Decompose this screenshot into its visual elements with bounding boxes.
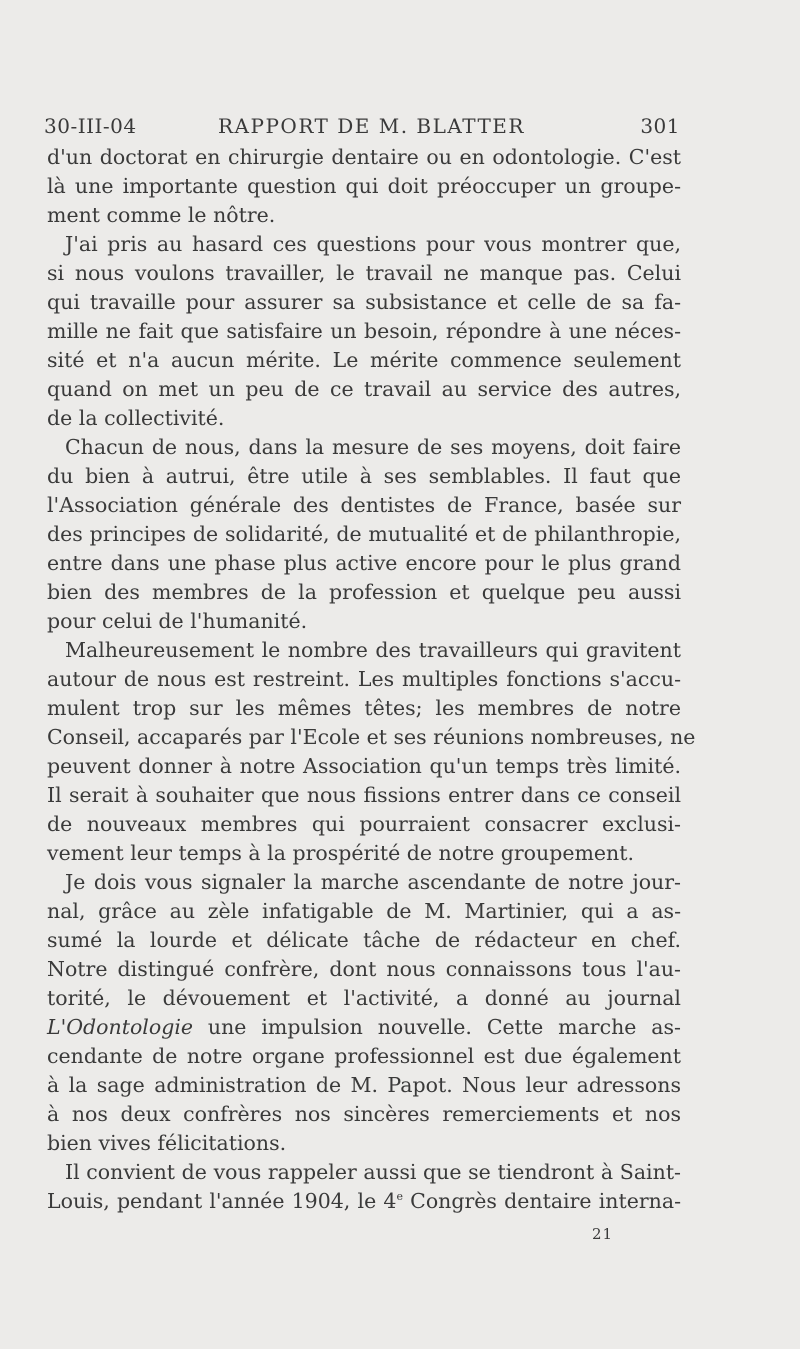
text-line: quand on met un peu de ce travail au service des autres,	[47, 377, 681, 401]
page-number: 301	[640, 114, 680, 138]
text-line: bien vives félicitations.	[47, 1131, 287, 1155]
text-line: Il convient de vous rappeler aussi que se tiendront à Saint-	[65, 1160, 681, 1184]
text-line: mille ne fait que satisfaire un besoin, répondre à une néces-	[47, 319, 681, 343]
text-line: ment comme le nôtre.	[47, 203, 276, 227]
text-line: sité et n'a aucun mérite. Le mérite commence seulement	[47, 348, 681, 372]
journal-title: L'Odontologie	[47, 1015, 194, 1039]
text-segment: une impulsion nouvelle. Cette marche as-	[207, 1015, 681, 1039]
text-line: de la collectivité.	[47, 406, 225, 430]
text-line: Notre distingué confrère, dont nous connaissons tous l'au-	[47, 957, 681, 981]
body-text	[47, 143, 696, 1216]
text-line: d'un doctorat en chirurgie dentaire ou en odontologie. C'est	[47, 145, 681, 169]
text-line: des principes de solidarité, de mutualité et de philanthropie,	[47, 522, 681, 546]
text-segment: Congrès dentaire interna-	[402, 1189, 682, 1213]
text-line: Je dois vous signaler la marche ascendante de notre jour-	[65, 870, 681, 894]
text-line: Il serait à souhaiter que nous fissions entrer dans ce conseil	[47, 783, 681, 807]
running-header	[44, 114, 680, 144]
text-line-with-italic-title	[47, 1013, 681, 1042]
text-line: Conseil, accaparés par l'Ecole et ses réunions nombreuses, ne	[47, 725, 696, 749]
header-date: 30-III-04	[44, 114, 137, 138]
text-line: autour de nous est restreint. Les multiples fonctions s'accu-	[47, 667, 681, 691]
text-line: J'ai pris au hasard ces questions pour vous montrer que,	[65, 232, 681, 256]
header-title: RAPPORT DE M. BLATTER	[218, 114, 525, 138]
text-line: vement leur temps à la prospérité de notre groupement.	[47, 841, 634, 865]
text-line: mulent trop sur les mêmes têtes; les membres de notre	[47, 696, 681, 720]
signature-mark: 21	[592, 1225, 614, 1243]
text-line: entre dans une phase plus active encore pour le plus grand	[47, 551, 681, 575]
text-line: de nouveaux membres qui pourraient consacrer exclusi-	[47, 812, 681, 836]
text-line: pour celui de l'humanité.	[47, 609, 308, 633]
text-line: à la sage administration de M. Papot. Nous leur adressons	[47, 1073, 681, 1097]
text-line: bien des membres de la profession et quelque peu aussi	[47, 580, 681, 604]
text-line: là une importante question qui doit préoccuper un groupe-	[47, 174, 681, 198]
text-line: peuvent donner à notre Association qu'un temps très limité.	[47, 754, 681, 778]
text-segment: Louis, pendant l'année 1904, le 4	[47, 1189, 397, 1213]
text-line: Malheureusement le nombre des travailleurs qui gravitent	[65, 638, 681, 662]
text-line: si nous voulons travailler, le travail ne manque pas. Celui	[47, 261, 681, 285]
text-line: torité, le dévouement et l'activité, a donné au journal	[47, 986, 681, 1010]
text-line: nal, grâce au zèle infatigable de M. Martinier, qui a as-	[47, 899, 681, 923]
ordinal-superscript: e	[396, 1190, 403, 1204]
text-line: qui travaille pour assurer sa subsistance et celle de sa fa-	[47, 290, 681, 314]
text-line: à nos deux confrères nos sincères remerciements et nos	[47, 1102, 681, 1126]
text-line-with-superscript	[47, 1187, 681, 1216]
text-line: sumé la lourde et délicate tâche de rédacteur en chef.	[47, 928, 681, 952]
text-line: cendante de notre organe professionnel est due également	[47, 1044, 681, 1068]
text-line: du bien à autrui, être utile à ses semblables. Il faut que	[47, 464, 681, 488]
text-line: l'Association générale des dentistes de France, basée sur	[47, 493, 681, 517]
text-line: Chacun de nous, dans la mesure de ses moyens, doit faire	[65, 435, 681, 459]
